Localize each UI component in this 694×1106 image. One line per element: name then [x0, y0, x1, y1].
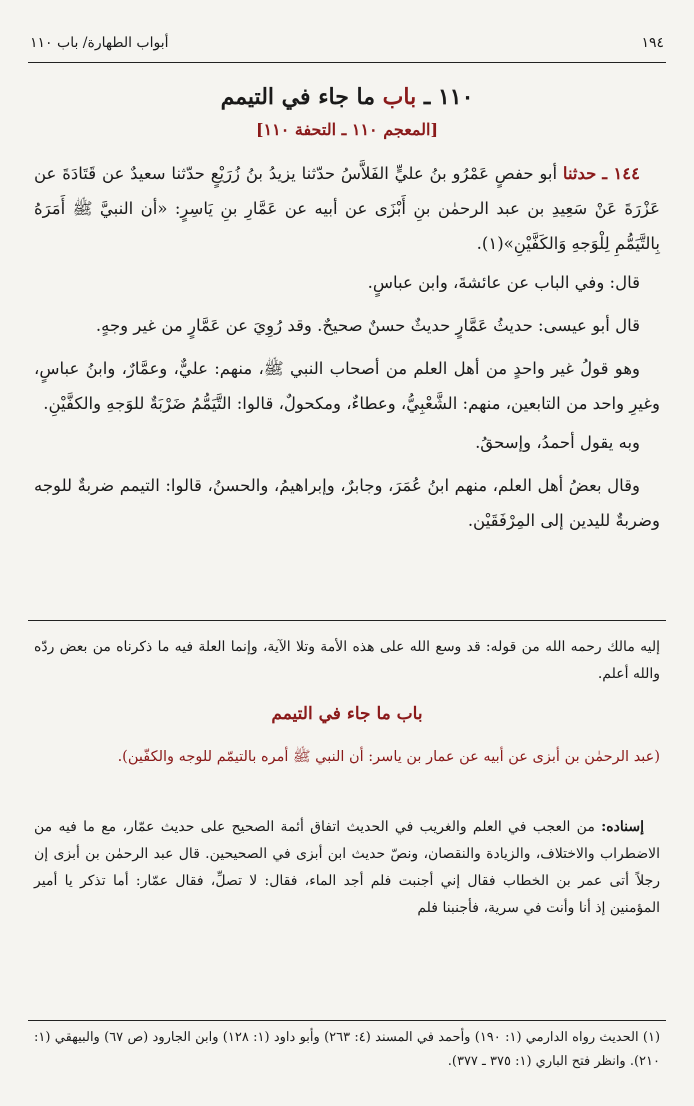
commentary-block	[34, 634, 660, 688]
chapter-keyword: باب	[382, 84, 417, 110]
page-header	[30, 30, 664, 56]
page-number: ١٩٤	[641, 35, 664, 51]
commentary-text: إليه مالك رحمه الله من قوله: قد وسع الله على هذه الأمة وتلا الآية، وإنما العلة فيه ما ذكرناه من بعض ردّه والله أعلم.	[34, 639, 660, 682]
paragraph: وبه يقول أحمدُ، وإسحقُ.	[475, 433, 640, 452]
running-title: أبواب الطهارة/ باب ١١٠	[30, 35, 169, 51]
isnad-paragraph	[34, 814, 660, 922]
header-rule	[28, 62, 666, 63]
section-body	[34, 814, 660, 922]
section-title: باب ما جاء في التيمم	[271, 704, 423, 724]
isnad-label: إسناده:	[601, 819, 644, 835]
footnote-block	[34, 1026, 660, 1074]
paragraph: وهو قولُ غير واحدٍ من أهل العلم من أصحاب النبي ﷺ، منهم: عليٌّ، وعمَّارٌ، وابنُ عباسٍ، وغيرِ واحد من التابعين، منهم: الشَّعْبِيُّ، وعطاءٌ، ومكحولٌ، قالوا: التَّيَمُّمُ ضَرْبَةٌ للوَجهِ والكفَّيْنِ.	[34, 359, 660, 413]
hadith-text: أبو حفصٍ عَمْرُو بنُ عليٍّ الفَلاَّسُ حدّثنا يزيدُ بنُ زُرَيْعٍ حدّثنا سعيدٌ عن قَتَادَةَ عن عَزْرَةَ عَنْ سَعِيدِ بن عبد الرحمٰن بنِ أَبْزَى عن أبيه عن عَمَّارِ بنِ يَاسِرٍ: «أن النبيَّ ﷺ أَمَرَهُ بِالتَّيَمُّمِ لِلْوَجهِ وَالكَفَّيْنِ»(١).	[34, 164, 660, 253]
paragraph: قال: وفي الباب عن عائشةَ، وابن عباسٍ.	[367, 273, 640, 292]
hadith-keyword: حدثنا	[562, 164, 597, 183]
chapter-title-text: ما جاء في التيمم	[220, 84, 375, 110]
section-separator	[28, 620, 666, 621]
paragraph: قال أبو عيسى: حديثُ عَمَّارٍ حديثٌ حسنٌ صحيحٌ. وقد رُوِيَ عن عَمَّارٍ من غير وجهٍ.	[95, 316, 640, 335]
hadith-paragraph	[34, 156, 660, 261]
footnote-text: (١) الحديث رواه الدارمي (١: ١٩٠) وأحمد في المسند (٤: ٢٦٣) وأبو داود (١: ١٢٨) وابن الجارود (ص ٦٧) والبيهقي (١: ٢١٠). وانظر فتح الباري (١: ٣٧٥ ـ ٣٧٧).	[34, 1030, 661, 1069]
main-text	[34, 156, 660, 542]
paragraph: وقال بعضُ أهل العلم، منهم ابنُ عُمَرَ، وجابرٌ، وإبراهيمُ، والحسنُ، قالوا: التيمم ضربةٌ للوجه وضربةٌ لليدين إلى المِرْفَقَيْن.	[34, 476, 660, 530]
chapter-reference: [المعجم ١١٠ ـ التحفة ١١٠]	[255, 120, 439, 139]
isnad-text: من العجب في العلم والغريب في الحديث اتفاق أئمة الصحيح على حديث عمّار، مع ما فيه من الاضطراب والاختلاف، والزيادة والنقصان، ونصّ حديث ابن أبزى في الصحيحين. قال عبد الرحمٰن بن أبزى إن رجلاً أتى عمر بن الخطاب فقال إني أجنبت فلم أجد الماء، فقال: لا تصلِّ، فقال عمّار: أما تذكر يا أمير المؤمنين إذ أنا وأنت في سرية، فأجنبنا فلم	[34, 819, 660, 916]
chapter-number: ١١٠ ـ	[423, 84, 474, 110]
chapter-title	[0, 84, 694, 110]
hadith-number: ١٤٤ ـ	[602, 164, 640, 183]
footnote-rule	[28, 1020, 666, 1021]
section-quote: (عبد الرحمٰن بن أبزى عن أبيه عن عمار بن ياسر: أن النبي ﷺ أمره بالتيمّم للوجه والكفّين).	[117, 749, 660, 765]
